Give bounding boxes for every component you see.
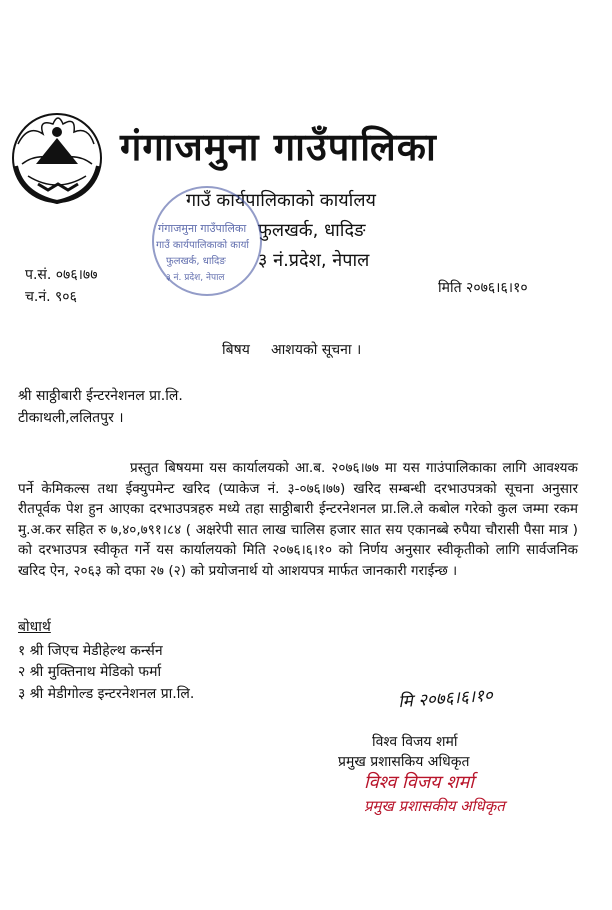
office-stamp-line-4: ३ नं. प्रदेश, नेपाल [166,273,225,283]
letter-body [18,458,578,581]
office-stamp-line-3: फुलखर्क, धादिङ [166,256,226,267]
reference-ps: प.सं. ०७६।७७ [25,267,98,283]
cc-item-1: १ श्री जिएच मेडीहेल्थ कर्न्सन [18,643,163,659]
signatory-designation: प्रमुख प्रशासकिय अधिकृत [338,754,470,770]
office-stamp-line-2: गाउँ कार्यपालिकाको कार्या [156,240,249,251]
recipient-address: टीकाथली,ललितपुर । [18,410,124,426]
handwritten-signature: मि २०७६।६।१० [397,685,494,713]
municipality-title: गंगाजमुना गाउँपालिका [120,125,437,169]
letter-body-text: प्रस्तुत बिषयमा यस कार्यालयको आ.ब. २०७६।७७ मा यस गाउंपालिकाका लागि आवश्यक पर्ने केमिकल्स तथा ईक्युपमेन्ट खरिद (प्याकेज नं. ३-०७६।७७) खरिद सम्बन्धी दरभाउपत्रको सूचना अनुसार रीतपूर्वक पेश हुन आएका दरभाउपत्रहरु मध्ये तहा साठ्ठीबारी ईन्टरनेशनल प्रा.लि.ले कबोल गरेको कुल जम्मा रकम मु.अ.कर सहित रु ७,४०,७९१।८४ ( अक्षरेपी सात लाख चालिस हजार सात सय एकानब्बे रुपैया चौरासी पैसा मात्र ) को दरभाउपत्र स्वीकृत गर्ने यस कार्यालयको मिति २०७६।६।१० को निर्णय अनुसार स्वीकृतीको लागि सार्वजनिक खरिद ऐन, २०६३ को दफा २७ (२) को प्रयोजनार्थ यो आशयपत्र मार्फत जानकारी गराईन्छ । [18,460,578,579]
province-line: ३ नं.प्रदेश, नेपाल [258,250,370,271]
nepal-emblem-icon [8,104,106,206]
office-stamp [148,182,266,300]
subject-label: बिषय [222,342,250,358]
reference-cn: च.नं. ९०६ [25,289,77,305]
cc-item-3: ३ श्री मेडीगोल्ड इन्टरनेशनल प्रा.लि. [18,686,195,702]
subject-text: आशयको सूचना । [271,342,362,358]
cc-item-2: २ श्री मुक्तिनाथ मेडिको फर्मा [18,664,162,680]
recipient-name: श्री साठ्ठीबारी ईन्टरनेशनल प्रा.लि. [18,388,183,404]
bodharth-label: बोधार्थ [18,619,51,635]
office-location: फुलखर्क, धादिङ [258,220,366,241]
office-stamp-line-1: गंगाजमुना गाउँपालिका [158,222,247,235]
letter-date: मिति २०७६।६।१० [438,280,528,296]
signature-stamp-designation: प्रमुख प्रशासकीय अधिकृत [364,797,505,815]
signature-stamp-name: विश्व विजय शर्मा [364,772,474,793]
office-name: गाउँ कार्यपालिकाको कार्यालय [186,190,376,211]
signatory-name: विश्व विजय शर्मा [372,734,458,750]
